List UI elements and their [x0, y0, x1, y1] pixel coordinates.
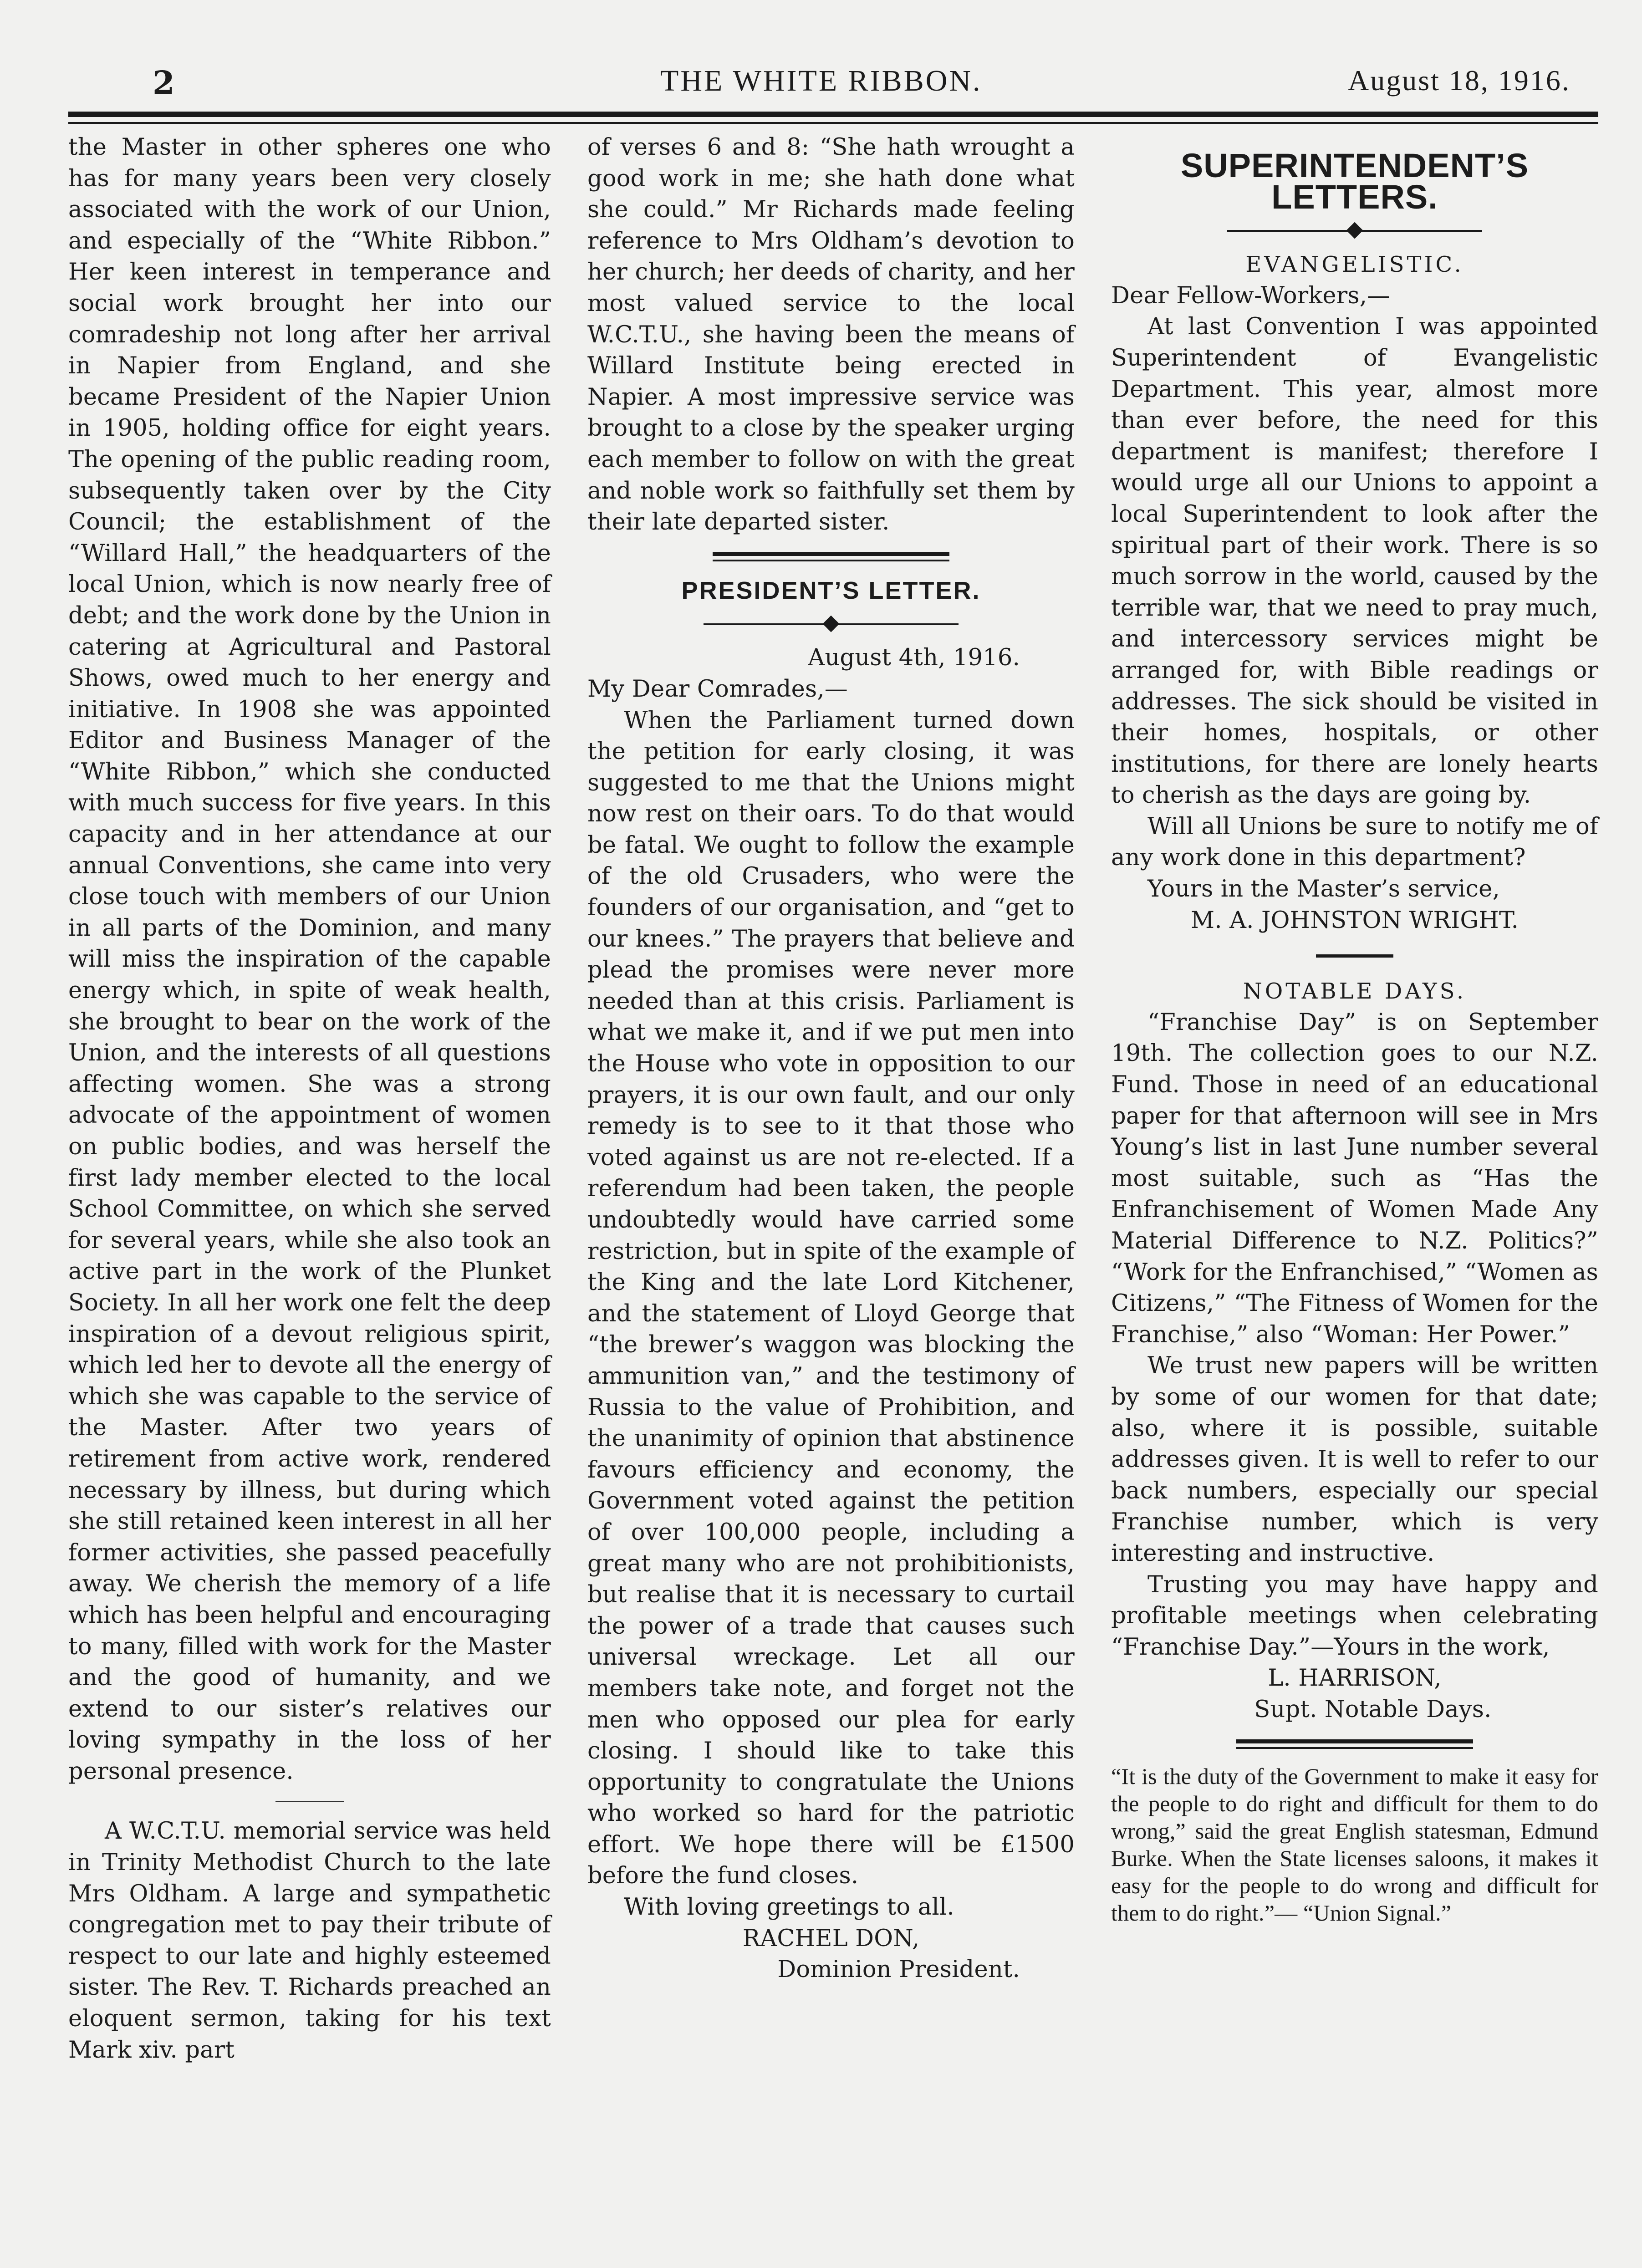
evangelistic-body: At last Convention I was appointed Superintendent of Evangelistic Department. This year, almost more than ever before, the need for this department is manifest; therefore I would urge all our Unions to appoint a local Superintendent to look after the spiritual part of their work. There is so much sorrow in the world, caused by the terrible war, that we need to pray much, and intercessory services might be arranged for, with Bible readings or addresses. The sick should be visited in their homes, hospitals, or other institutions, for there are lonely hearts to cherish as the days are going by. — [1111, 313, 1598, 809]
letter-signature: RACHEL DON, — [742, 1925, 920, 1952]
notable-days-body-1: “Franchise Day” is on September 19th. The collection goes to our N.Z. Fund. Those in need of an educational paper for that afternoon will see in Mrs Young’s list in last June number several most suitable, such as “Has the Enfranchisement of Women Made Any Material Difference to N.Z. Politics?” “Work for the Enfranchised,” “Women as Citizens,” “The Fitness of Women for the Franchise,” also “Woman: Her Power.” — [1111, 1009, 1598, 1348]
obituary-text: the Master in other spheres one who has for many years been very closely associated with the work of our Union, and especially of the “White Ribbon.” Her keen interest in temperance and social work brought her into our comradeship not long after her arrival in Napier from England, and she became President of the Napier Union in 1905, holding office for eight years. The opening of the public reading room, subsequently taken over by the City Council; the establishment of the “Willard Hall,” the headquarters of the local Union, which is now nearly free of debt; and the work done by the Union in catering at Agricultural and Pastoral Shows, owed much to her energy and initiative. In 1908 she was appointed Editor and Business Manager of the “White Ribbon,” which she conducted with much success for five years. In this capacity and in her attendance at our annual Conventions, she came into very close touch with members of our Union in all parts of the Dominion, and many will miss the inspiration of the capable energy which, in spite of weak health, she brought to bear on the work of the Union, and the interests of all questions affecting women. She was a strong advocate of the appointment of women on public bodies, and was herself the first lady member elected to the local School Committee, on which she served for several years, while she also took an active part in the work of the Plunket Society. In all her work one felt the deep inspiration of a devout religious spirit, which led her to devote all the energy of which she was capable to the service of the Master. After two years of retirement from active work, rendered necessary by illness, but during which she still retained keen interest in all her former activities, she passed peacefully away. We cherish the memory of a life which has been helpful and encouraging to many, filled with work for the Master and the good of humanity, and we extend to our sister’s relatives our loving sympathy in the loss of her personal presence. — [68, 134, 551, 1785]
evangelistic-heading: EVANGELISTIC. — [1245, 252, 1464, 278]
letter-salutation: My Dear Comrades,— — [587, 675, 848, 703]
section-divider — [1236, 1739, 1473, 1749]
page-number: 2 — [153, 64, 175, 102]
notable-days-signature-title: Supt. Notable Days. — [1254, 1696, 1492, 1723]
presidents-letter-heading: PRESIDENT’S LETTER. — [681, 576, 981, 604]
section-divider — [1316, 954, 1393, 958]
evangelistic-salutation: Dear Fellow-Workers,— — [1111, 282, 1391, 309]
issue-date: August 18, 1916. — [1348, 64, 1571, 97]
paper-title: THE WHITE RIBBON. — [660, 64, 982, 97]
presidents-letter-body: When the Parliament turned down the petition for early closing, it was suggested to me that the Unions might now rest on their oars. To do that would be fatal. We ought to follow the example of the old Crusaders, who were the founders of our organisation, and “get to our knees.” The prayers that believe and plead the promises were never more needed than at this crisis. Parliament is what we make it, and if we put men into the House who vote in opposition to our prayers, it is our own fault, and our only remedy is to see to it that those who voted against us are not re-elected. If a referendum had been taken, the people undoubtedly would have carried some restriction, but in spite of the example of the King and the late Lord Kitchener, and the statement of Lloyd George that “the brewer’s waggon was blocking the ammunition van,” and the testimony of Russia to the value of Prohibition, and the unanimity of opinion that abstinence favours efficiency and economy, the Government voted against the petition of over 100,000 people, including a great many who are not prohibitionists, but realise that it is necessary to curtail the power of a trade that causes such universal wreckage. Let all our members take note, and forget not the men who opposed our plea for early closing. I should like to take this opportunity to congratulate the Unions who worked so hard for the patriotic effort. We hope there will be £1500 before the fund closes. — [587, 707, 1075, 1890]
ornament-rule — [704, 615, 959, 633]
superintendents-letters-heading: SUPERINTENDENT’S LETTERS. — [1180, 147, 1529, 216]
memorial-service-continued: of verses 6 and 8: “She hath wrought a good work in me; she hath done what she could.” Mr Richards made feeling reference to Mrs Oldham’s devotion to her church; her deeds of charity, and her most valued service to the local W.C.T.U., she having been the means of Willard Institute being erected in Napier. A most impressive service was brought to a close by the speaker urging each member to follow on with the great and noble work so faithfully set them by their late departed sister. — [587, 134, 1075, 536]
ornament-rule — [1227, 222, 1482, 240]
notable-days-body-3: Trusting you may have happy and profitable meetings when celebrating “Franchise Day.”—Yours in the work, — [1111, 1571, 1598, 1661]
header-rule — [68, 112, 1598, 117]
notable-days-heading: NOTABLE DAYS. — [1243, 979, 1467, 1004]
letter-date: August 4th, 1916. — [808, 644, 1020, 672]
burke-quote: “It is the duty of the Government to make it easy for the people to do right and difficult for them to do wrong,” said the great English statesman, Edmund Burke. When the State licenses saloons, it makes it easy for the people to do wrong and difficult for them to do right.”— “Union Signal.” — [1111, 1763, 1598, 1926]
column-3 — [1111, 132, 1598, 1927]
letter-closing: With loving greetings to all. — [624, 1894, 954, 1921]
letter-signature-title: Dominion President. — [777, 1956, 1020, 1983]
evangelistic-request: Will all Unions be sure to notify me of any work done in this department? — [1111, 813, 1598, 872]
evangelistic-signature: M. A. JOHNSTON WRIGHT. — [1190, 907, 1519, 934]
column-1 — [68, 132, 551, 2066]
section-divider — [713, 552, 949, 561]
notable-days-signature: L. HARRISON, — [1268, 1665, 1442, 1692]
evangelistic-closing: Yours in the Master’s service, — [1147, 876, 1500, 903]
memorial-service-text: A W.C.T.U. memorial service was held in Trinity Methodist Church to the late Mrs Oldham. A large and sympathetic congregation met to pay their tribute of respect to our late and highly esteemed sister. The Rev. T. Richards preached an eloquent sermon, taking for his text Mark xiv. part — [68, 1818, 551, 2064]
notable-days-body-2: We trust new papers will be written by some of our women for that date; also, where it is possible, suitable addresses given. It is well to refer to our back numbers, especially our special Franchise number, which is very interesting and instructive. — [1111, 1352, 1598, 1567]
header-rule-thin — [68, 122, 1598, 124]
column-2 — [587, 132, 1075, 1986]
section-divider — [275, 1801, 344, 1802]
